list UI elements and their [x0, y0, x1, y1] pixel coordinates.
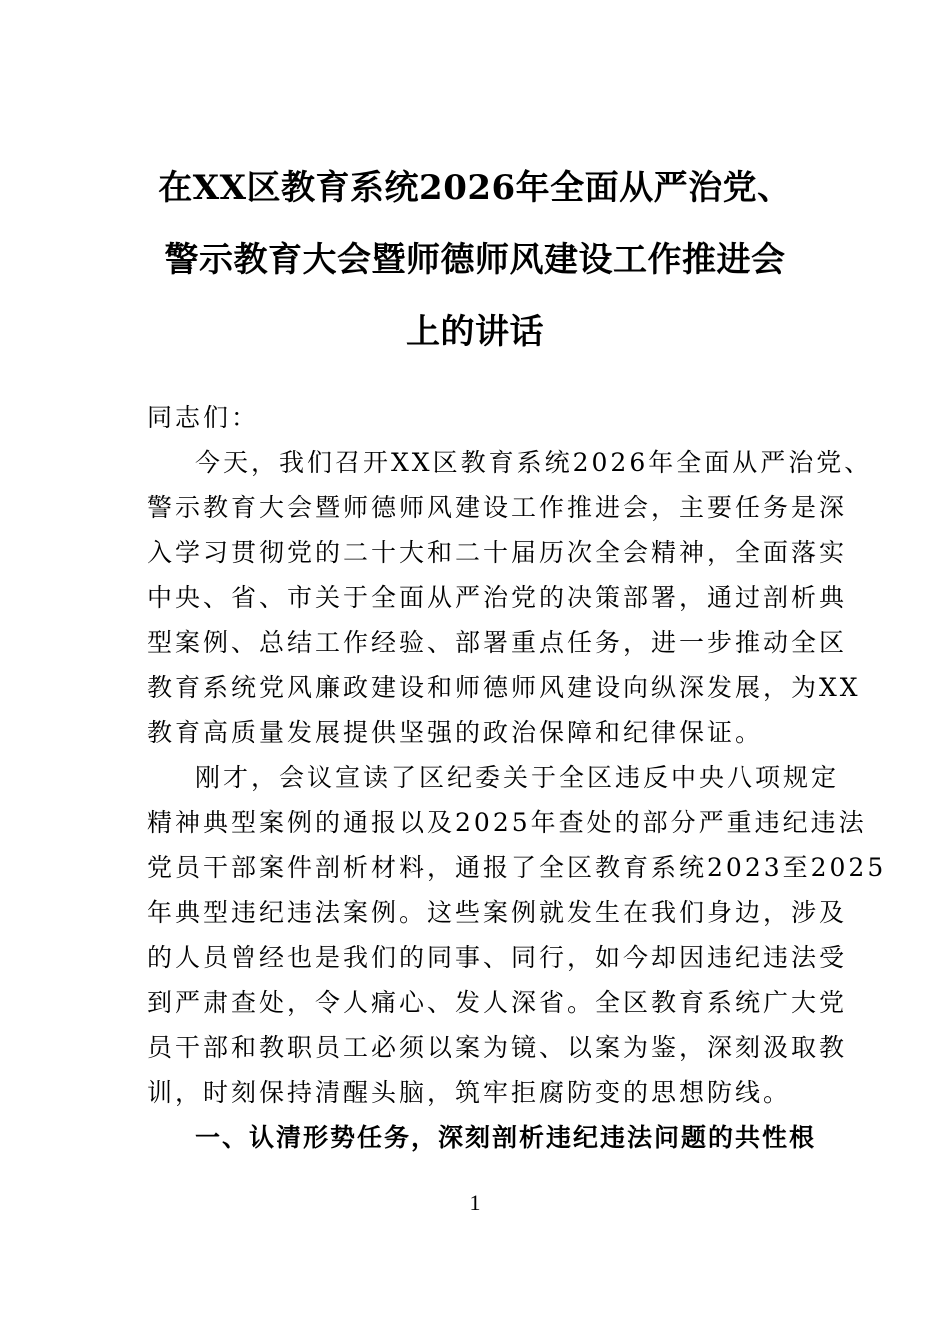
- paragraph-1-line: 警示教育大会暨师德师风建设工作推进会，主要任务是深: [147, 493, 848, 522]
- paragraph-1-line: 中央、省、市关于全面从严治党的决策部署，通过剖析典: [147, 583, 848, 612]
- title-line-3: 上的讲话: [406, 312, 544, 352]
- paragraph-1-line: 教育高质量发展提供坚强的政治保障和纪律保证。: [147, 718, 764, 747]
- paragraph-2-line: 员干部和教职员工必须以案为镜、以案为鉴，深刻汲取教: [147, 1033, 848, 1062]
- document-title: [130, 152, 820, 368]
- title-line-2: 警示教育大会暨师德师风建设工作推进会: [164, 240, 786, 280]
- paragraph-2-line: 到严肃查处，令人痛心、发人深省。全区教育系统广大党: [147, 988, 848, 1017]
- paragraph-1: [147, 440, 873, 755]
- title-line-1: 在XX区教育系统2026年全面从严治党、: [158, 168, 792, 208]
- paragraph-2-line: 刚才，会议宣读了区纪委关于全区违反中央八项规定: [195, 763, 840, 792]
- salutation: 同志们：: [147, 403, 260, 432]
- section-heading-1: 一、认清形势任务，深刻剖析违纪违法问题的共性根: [195, 1123, 817, 1152]
- page-number: 1: [469, 1190, 481, 1215]
- paragraph-2-line: 训，时刻保持清醒头脑，筑牢拒腐防变的思想防线。: [147, 1078, 792, 1107]
- paragraph-1-line: 教育系统党风廉政建设和师德师风建设向纵深发展，为XX: [147, 673, 861, 702]
- paragraph-1-line: 型案例、总结工作经验、部署重点任务，进一步推动全区: [147, 628, 848, 657]
- paragraph-2-line: 党员干部案件剖析材料，通报了全区教育系统2023至2025: [147, 853, 887, 882]
- paragraph-2-line: 的人员曾经也是我们的同事、同行，如今却因违纪违法受: [147, 943, 848, 972]
- paragraph-1-line: 入学习贯彻党的二十大和二十届历次全会精神，全面落实: [147, 538, 848, 567]
- paragraph-2-line: 精神典型案例的通报以及2025年查处的部分严重违纪违法: [147, 808, 867, 837]
- paragraph-1-line: 今天，我们召开XX区教育系统2026年全面从严治党、: [195, 448, 873, 477]
- paragraph-2-line: 年典型违纪违法案例。这些案例就发生在我们身边，涉及: [147, 898, 848, 927]
- document-body: [147, 395, 887, 1160]
- paragraph-2: [147, 755, 887, 1115]
